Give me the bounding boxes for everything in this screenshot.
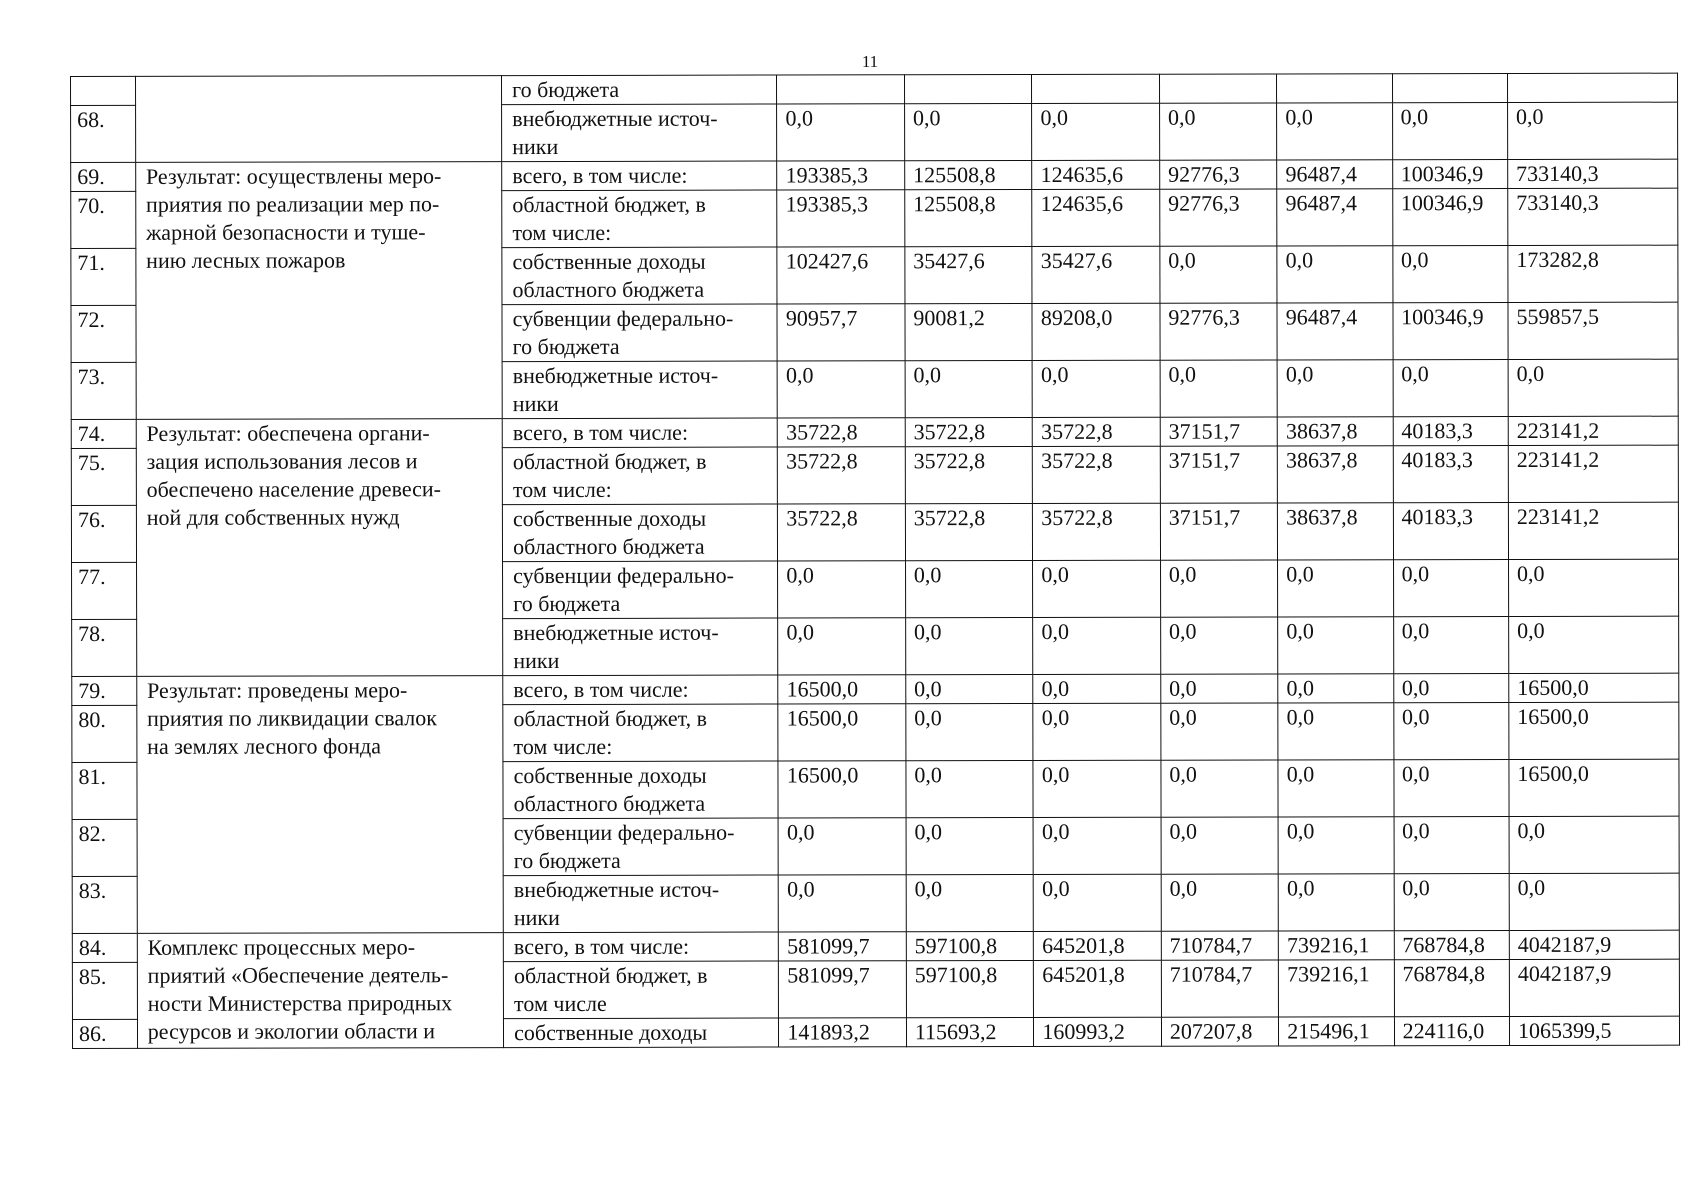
value-cell: 40183,3	[1393, 502, 1508, 559]
row-number	[71, 76, 136, 105]
value-cell: 0,0	[1393, 616, 1508, 673]
budget-table	[70, 73, 1680, 1049]
total-cell: 16500,0	[1509, 702, 1679, 759]
row-number: 71.	[71, 248, 136, 305]
value-cell	[1159, 74, 1276, 103]
total-cell: 4042187,9	[1509, 959, 1679, 1016]
value-cell: 0,0	[1161, 874, 1278, 931]
value-cell: 0,0	[906, 817, 1034, 874]
value-cell: 0,0	[778, 818, 906, 875]
value-cell: 0,0	[1394, 759, 1509, 816]
value-cell: 739216,1	[1279, 960, 1394, 1017]
value-cell: 35722,8	[1033, 446, 1161, 503]
value-cell: 0,0	[778, 561, 906, 618]
row-number: 78.	[72, 619, 137, 676]
row-number: 86.	[72, 1019, 137, 1048]
value-cell: 0,0	[1160, 246, 1277, 303]
row-number: 81.	[72, 762, 137, 819]
value-cell: 0,0	[1160, 360, 1277, 417]
value-cell: 125508,8	[905, 160, 1033, 189]
result-description: Результат: проведены меро- приятия по ликвидации свалок на землях лесного фонда	[137, 676, 504, 934]
value-cell: 0,0	[1161, 703, 1278, 760]
funding-category: го бюджета	[502, 75, 777, 105]
value-cell: 90957,7	[777, 304, 905, 361]
value-cell: 739216,1	[1279, 931, 1394, 960]
value-cell: 89208,0	[1032, 303, 1160, 360]
value-cell: 645201,8	[1034, 931, 1162, 960]
value-cell: 0,0	[1033, 674, 1161, 703]
value-cell: 92776,3	[1160, 303, 1277, 360]
value-cell: 100346,9	[1392, 159, 1507, 188]
value-cell: 96487,4	[1277, 160, 1392, 189]
total-cell: 0,0	[1508, 359, 1678, 416]
funding-category: областной бюджет, в том числе	[503, 961, 778, 1019]
value-cell: 124635,6	[1032, 160, 1160, 189]
result-description: Комплекс процессных меро- приятий «Обеспечение деятель- ности Министерства природных ресурсов и экологии области и	[137, 933, 504, 1049]
funding-category: собственные доходы областного бюджета	[502, 504, 777, 562]
value-cell: 0,0	[1392, 245, 1507, 302]
value-cell: 0,0	[1032, 360, 1160, 417]
value-cell: 0,0	[1277, 246, 1392, 303]
value-cell: 0,0	[906, 874, 1034, 931]
total-cell: 16500,0	[1509, 673, 1679, 702]
value-cell: 0,0	[905, 617, 1033, 674]
value-cell	[777, 75, 905, 104]
row-number: 74.	[71, 419, 136, 448]
value-cell: 0,0	[1033, 817, 1161, 874]
value-cell: 0,0	[1034, 874, 1162, 931]
value-cell: 581099,7	[779, 961, 907, 1018]
value-cell: 100346,9	[1392, 188, 1507, 245]
value-cell: 645201,8	[1034, 960, 1162, 1017]
value-cell: 0,0	[1278, 703, 1393, 760]
page-number: 11	[861, 52, 879, 71]
value-cell: 35722,8	[905, 417, 1033, 446]
row-number: 70.	[71, 191, 136, 248]
funding-category: внебюджетные источ- ники	[502, 104, 777, 162]
funding-category: всего, в том числе:	[502, 161, 777, 191]
row-number: 83.	[72, 876, 137, 933]
value-cell: 0,0	[1393, 559, 1508, 616]
value-cell: 0,0	[779, 875, 907, 932]
value-cell: 0,0	[1032, 103, 1160, 160]
total-cell: 173282,8	[1508, 245, 1678, 302]
total-cell: 1065399,5	[1509, 1016, 1679, 1045]
funding-category: собственные доходы областного бюджета	[502, 247, 777, 305]
value-cell: 0,0	[1033, 617, 1161, 674]
value-cell: 0,0	[1393, 359, 1508, 416]
value-cell: 100346,9	[1393, 302, 1508, 359]
value-cell: 0,0	[1278, 674, 1393, 703]
value-cell: 0,0	[1278, 760, 1393, 817]
value-cell: 35722,8	[1033, 503, 1161, 560]
value-cell: 193385,3	[777, 161, 905, 190]
value-cell: 38637,8	[1277, 446, 1392, 503]
value-cell: 35722,8	[905, 503, 1033, 560]
value-cell: 0,0	[1033, 560, 1161, 617]
row-number: 68.	[71, 105, 136, 162]
value-cell	[1392, 73, 1507, 102]
value-cell: 224116,0	[1394, 1016, 1509, 1045]
value-cell: 92776,3	[1160, 189, 1277, 246]
value-cell: 0,0	[906, 674, 1034, 703]
value-cell: 0,0	[1394, 873, 1509, 930]
value-cell: 0,0	[1277, 360, 1392, 417]
value-cell	[1032, 74, 1160, 103]
value-cell: 193385,3	[777, 190, 905, 247]
row-number: 82.	[72, 819, 137, 876]
total-cell: 16500,0	[1509, 759, 1679, 816]
funding-category: собственные доходы	[504, 1018, 779, 1048]
value-cell: 0,0	[1033, 760, 1161, 817]
value-cell: 35722,8	[1033, 417, 1161, 446]
value-cell: 0,0	[904, 103, 1032, 160]
value-cell: 124635,6	[1032, 189, 1160, 246]
funding-category: собственные доходы областного бюджета	[503, 761, 778, 819]
value-cell: 160993,2	[1034, 1017, 1162, 1046]
value-cell: 581099,7	[779, 932, 907, 961]
value-cell: 37151,7	[1160, 417, 1277, 446]
value-cell: 0,0	[1278, 817, 1393, 874]
value-cell: 0,0	[906, 703, 1034, 760]
value-cell	[1277, 74, 1392, 103]
value-cell: 0,0	[1161, 817, 1278, 874]
value-cell: 597100,8	[906, 931, 1034, 960]
value-cell: 768784,8	[1394, 930, 1509, 959]
value-cell: 0,0	[1277, 103, 1392, 160]
value-cell: 597100,8	[906, 960, 1034, 1017]
value-cell: 0,0	[1393, 673, 1508, 702]
value-cell	[904, 74, 1032, 103]
total-cell: 0,0	[1508, 559, 1678, 616]
table-row	[72, 930, 1679, 962]
value-cell: 0,0	[778, 618, 906, 675]
funding-category: субвенции федерально- го бюджета	[503, 561, 778, 619]
value-cell: 38637,8	[1277, 417, 1392, 446]
value-cell: 0,0	[1161, 674, 1278, 703]
total-cell: 4042187,9	[1509, 930, 1679, 959]
value-cell: 35427,6	[905, 246, 1033, 303]
result-description	[135, 76, 502, 163]
table-row	[71, 416, 1678, 448]
total-cell: 223141,2	[1508, 416, 1678, 445]
funding-category: всего, в том числе:	[503, 932, 778, 962]
total-cell: 559857,5	[1508, 302, 1678, 359]
row-number: 73.	[71, 362, 136, 419]
result-description: Результат: обеспечена органи- зация использования лесов и обеспечено население древеси- ной для собственных нужд	[136, 419, 503, 677]
row-number: 79.	[72, 676, 137, 705]
value-cell: 16500,0	[778, 704, 906, 761]
value-cell: 207207,8	[1161, 1017, 1278, 1046]
value-cell: 40183,3	[1393, 416, 1508, 445]
value-cell: 115693,2	[906, 1017, 1034, 1046]
value-cell: 0,0	[1278, 874, 1393, 931]
value-cell: 768784,8	[1394, 959, 1509, 1016]
row-number: 85.	[72, 962, 137, 1019]
total-cell: 0,0	[1507, 102, 1677, 159]
row-number: 69.	[71, 162, 136, 191]
value-cell: 40183,3	[1393, 445, 1508, 502]
row-number: 72.	[71, 305, 136, 362]
funding-category: внебюджетные источ- ники	[502, 361, 777, 419]
value-cell: 0,0	[1392, 102, 1507, 159]
value-cell: 0,0	[1278, 617, 1393, 674]
funding-category: субвенции федерально- го бюджета	[503, 818, 778, 876]
funding-category: всего, в том числе:	[503, 675, 778, 705]
value-cell: 710784,7	[1161, 960, 1278, 1017]
total-cell: 0,0	[1509, 873, 1679, 930]
value-cell: 710784,7	[1161, 931, 1278, 960]
funding-category: всего, в том числе:	[502, 418, 777, 448]
value-cell: 35722,8	[778, 418, 906, 447]
value-cell: 0,0	[905, 360, 1033, 417]
value-cell: 96487,4	[1277, 303, 1392, 360]
total-cell: 733140,3	[1508, 188, 1678, 245]
result-description: Результат: осуществлены меро- приятия по реализации мер по- жарной безопасности и туше- нию лесных пожаров	[135, 162, 502, 420]
value-cell: 0,0	[1159, 103, 1276, 160]
value-cell: 90081,2	[905, 303, 1033, 360]
value-cell: 38637,8	[1278, 503, 1393, 560]
funding-category: областной бюджет, в том числе:	[502, 190, 777, 248]
value-cell: 35427,6	[1032, 246, 1160, 303]
value-cell: 0,0	[1393, 702, 1508, 759]
total-cell: 733140,3	[1508, 159, 1678, 188]
table-row	[71, 73, 1678, 105]
value-cell: 0,0	[1033, 703, 1161, 760]
value-cell: 96487,4	[1277, 189, 1392, 246]
row-number: 80.	[72, 705, 137, 762]
row-number: 76.	[71, 505, 136, 562]
value-cell: 0,0	[906, 760, 1034, 817]
value-cell: 16500,0	[778, 761, 906, 818]
value-cell: 141893,2	[779, 1018, 907, 1047]
value-cell: 0,0	[777, 104, 905, 161]
table-row	[71, 159, 1678, 191]
value-cell: 0,0	[1160, 617, 1277, 674]
total-cell: 0,0	[1509, 616, 1679, 673]
funding-category: внебюджетные источ- ники	[503, 875, 778, 933]
value-cell: 0,0	[1278, 560, 1393, 617]
value-cell: 16500,0	[778, 675, 906, 704]
total-cell	[1507, 73, 1677, 102]
funding-category: субвенции федерально- го бюджета	[502, 304, 777, 362]
total-cell: 223141,2	[1508, 502, 1678, 559]
value-cell: 0,0	[777, 361, 905, 418]
table-row	[72, 673, 1679, 705]
value-cell: 37151,7	[1160, 503, 1277, 560]
row-number: 75.	[71, 448, 136, 505]
value-cell: 35722,8	[778, 447, 906, 504]
value-cell: 0,0	[905, 560, 1033, 617]
value-cell: 0,0	[1394, 816, 1509, 873]
funding-category: областной бюджет, в том числе:	[503, 704, 778, 762]
value-cell: 37151,7	[1160, 446, 1277, 503]
value-cell: 102427,6	[777, 247, 905, 304]
funding-category: внебюджетные источ- ники	[503, 618, 778, 676]
value-cell: 215496,1	[1279, 1017, 1394, 1046]
funding-category: областной бюджет, в том числе:	[502, 447, 777, 505]
total-cell: 223141,2	[1508, 445, 1678, 502]
value-cell: 0,0	[1161, 760, 1278, 817]
value-cell: 35722,8	[778, 504, 906, 561]
value-cell: 92776,3	[1160, 160, 1277, 189]
value-cell: 125508,8	[905, 189, 1033, 246]
value-cell: 35722,8	[905, 446, 1033, 503]
total-cell: 0,0	[1509, 816, 1679, 873]
value-cell: 0,0	[1160, 560, 1277, 617]
row-number: 84.	[72, 933, 137, 962]
row-number: 77.	[72, 562, 137, 619]
